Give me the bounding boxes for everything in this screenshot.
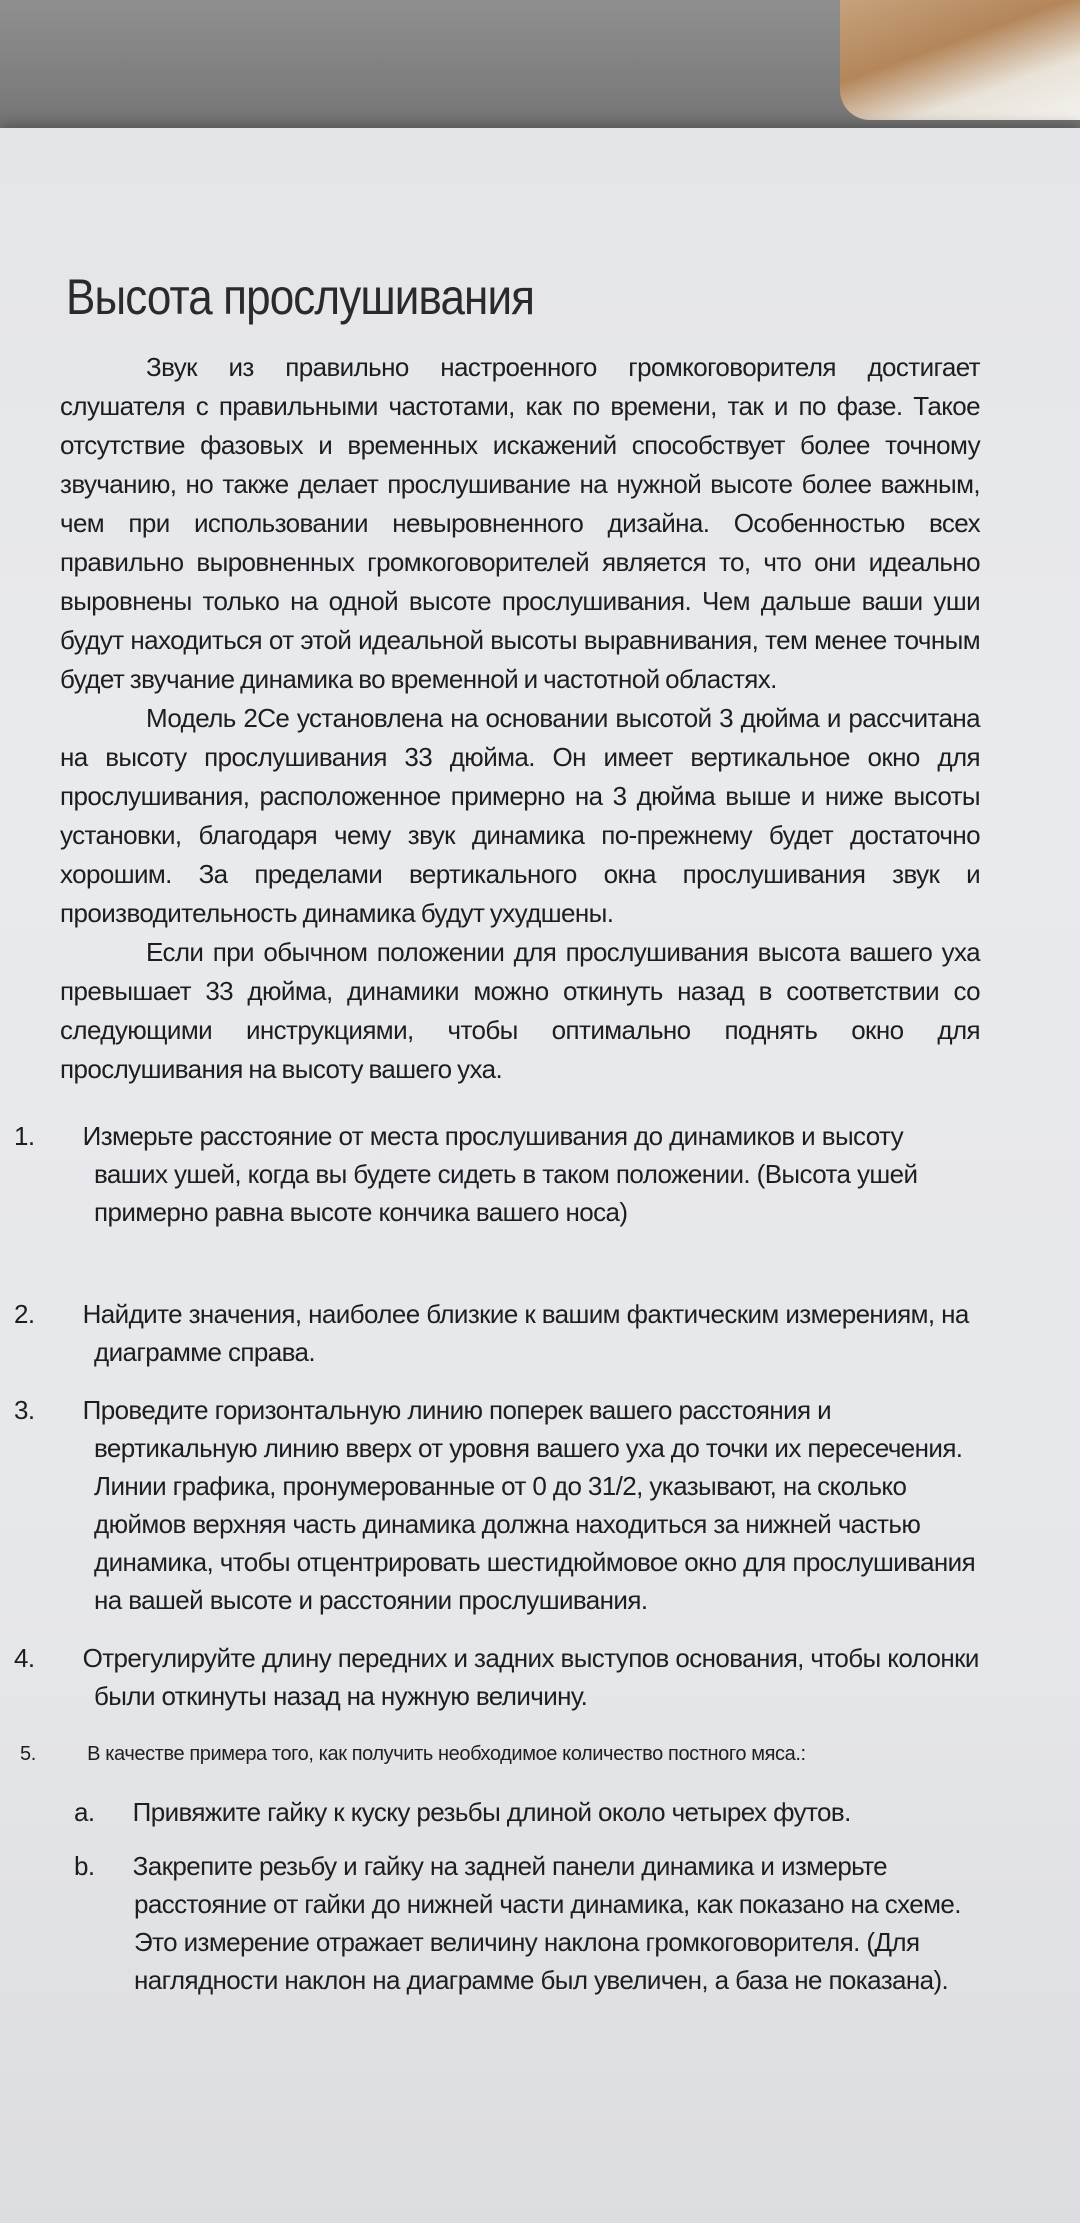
substep-item-b	[74, 1847, 980, 1999]
substep-letter-b: b.	[74, 1851, 95, 1881]
background-object	[840, 0, 1080, 120]
step-number-5: 5.	[20, 1743, 36, 1765]
step-item-1	[14, 1117, 980, 1231]
step-item-2	[14, 1295, 980, 1371]
page-content	[14, 268, 980, 2015]
paragraph-3: Если при обычном положении для прослушивания высота вашего уха превышает 33 дюйма, динамики можно откинуть назад в соответствии со следующими инструкциями, чтобы оптимально поднять окно для прослушивания на высоту вашего уха.	[60, 937, 980, 1084]
step-item-4	[14, 1639, 980, 1715]
page-title: Высота прослушивания	[66, 269, 535, 325]
paragraph-2: Модель 2Се установлена на основании высотой 3 дюйма и рассчитана на высоту прослушивания 33 дюйма. Он имеет вертикальное окно для прослушивания, расположенное примерно на 3 дюйма выше и ниже высоты установки, благодаря чему звук динамика по-прежнему будет достаточно хорошим. За пределами вертикального окна прослушивания звук и производительность динамика будут ухудшены.	[60, 703, 980, 928]
step-number-2: 2.	[14, 1299, 35, 1329]
substep-text-b: Закрепите резьбу и гайку на задней панели динамика и измерьте расстояние от гайки до нижней части динамика, как показано на схеме. Это измерение отражает величину наклона громкоговорителя. (Для наглядности наклон на диаграмме был увеличен, а база не показана).	[132, 1851, 961, 1995]
step-item-5	[20, 1735, 980, 1773]
step-text-5: В качестве примера того, как получить необходимое количество постного мяса.:	[87, 1743, 806, 1765]
step-text-3: Проведите горизонтальную линию поперек вашего расстояния и вертикальную линию вверх от уровня вашего уха до точки их пересечения. Линии графика, пронумерованные от 0 до 31/2, указывают, на сколько дюймов верхняя часть динамика должна находиться за нижней частью динамика, чтобы отцентрировать шестидюймовое окно для прослушивания на вашей высоте и расстоянии прослушивания.	[82, 1395, 976, 1615]
step-text-2: Найдите значения, наиболее близкие к вашим фактическим измерениям, на диаграмме справа.	[82, 1299, 969, 1367]
step-item-3	[14, 1391, 980, 1619]
document-page	[0, 128, 1080, 2223]
substep-text-a: Привяжите гайку к куску резьбы длиной около четырех футов.	[132, 1797, 851, 1827]
steps-list	[14, 1117, 980, 1773]
step-number-1: 1.	[14, 1121, 35, 1151]
substeps-list	[54, 1793, 980, 1999]
substep-letter-a: a.	[74, 1797, 95, 1827]
step-text-4: Отрегулируйте длину передних и задних выступов основания, чтобы колонки были откинуты назад на нужную величину.	[82, 1643, 979, 1711]
step-number-3: 3.	[14, 1395, 35, 1425]
paragraph-1: Звук из правильно настроенного громкоговорителя достигает слушателя с правильными частотами, как по времени, так и по фазе. Такое отсутствие фазовых и временных искажений способствует более точному звучанию, но также делает прослушивание на нужной высоте более важным, чем при использовании невыровненного дизайна. Особенностью всех правильно выровненных громкоговорителей является то, что они идеально выровнены только на одной высоте прослушивания. Чем дальше ваши уши будут находиться от этой идеальной высоты выравнивания, тем менее точным будет звучание динамика во временной и частотной областях.	[60, 352, 980, 694]
step-number-4: 4.	[14, 1643, 35, 1673]
substep-item-a	[74, 1793, 980, 1831]
step-text-1: Измерьте расстояние от места прослушивания до динамиков и высоту ваших ушей, когда вы будете сидеть в таком положении. (Высота ушей примерно равна высоте кончика вашего носа)	[82, 1121, 918, 1227]
